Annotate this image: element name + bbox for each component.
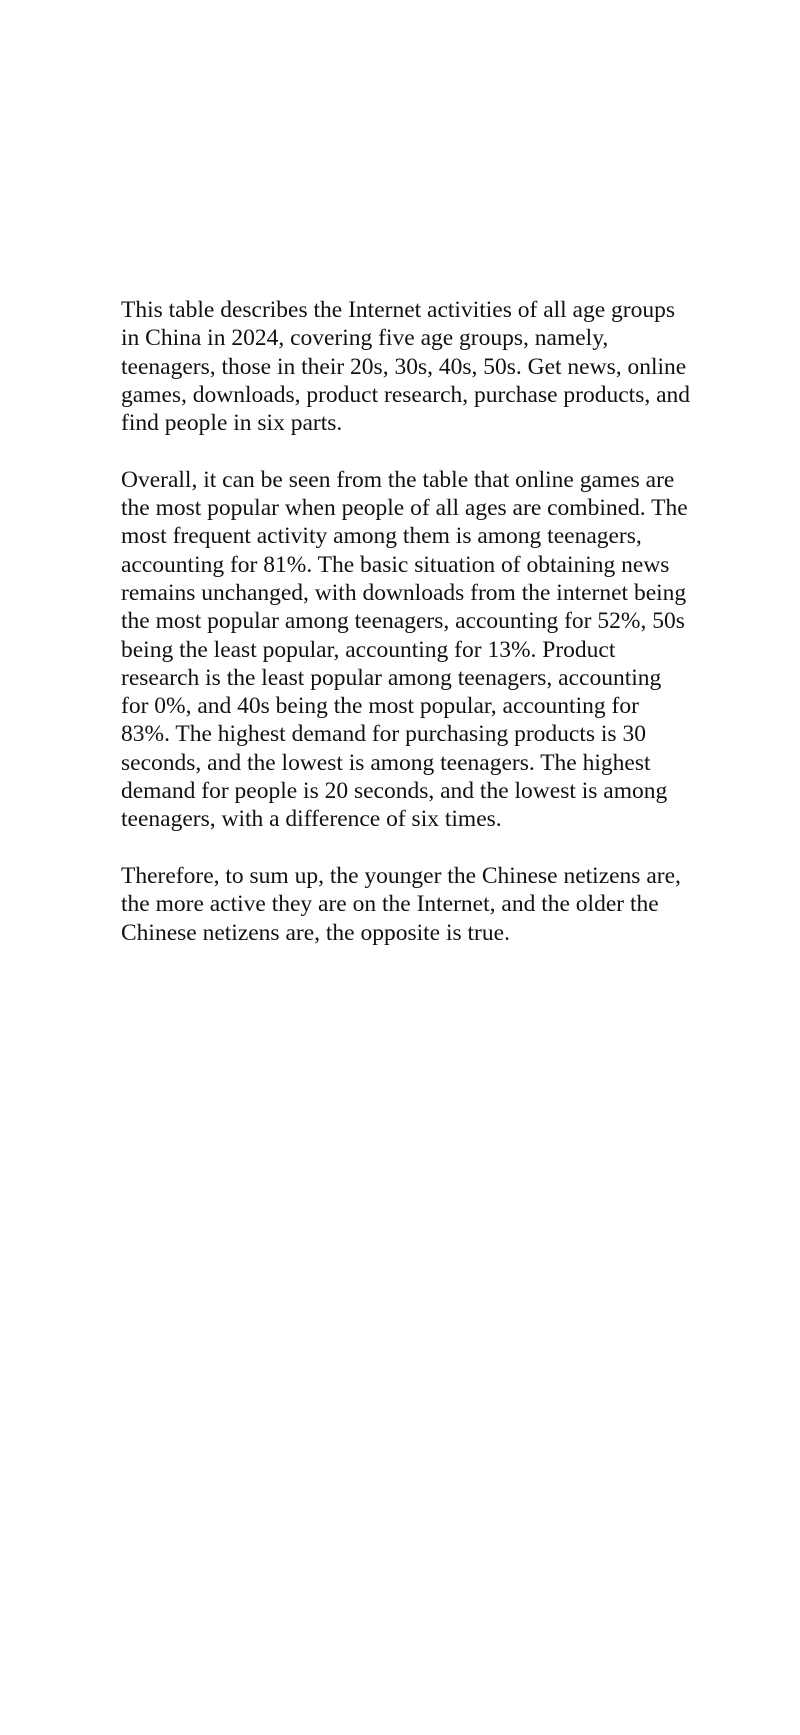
paragraph-conclusion: Therefore, to sum up, the younger the Chinese netizens are, the more active they are on the Internet, and the older the Chinese netizens are, the opposite is true.	[121, 862, 681, 946]
document-body	[121, 296, 691, 947]
paragraph-overview: Overall, it can be seen from the table that online games are the most popular when people of all ages are combined. The most frequent activity among them is among teenagers, accounting for 81%. The basic situation of obtaining news remains unchanged, with downloads from the internet being the most popular among teenagers, accounting for 52%, 50s being the least popular, accounting for 13%. Product research is the least popular among teenagers, accounting for 0%, and 40s being the most popular, accounting for 83%. The highest demand for purchasing products is 30 seconds, and the lowest is among teenagers. The highest demand for people is 20 seconds, and the lowest is among teenagers, with a difference of six times.	[121, 466, 688, 833]
paragraph-intro: This table describes the Internet activities of all age groups in China in 2024, covering five age groups, namely, teenagers, those in their 20s, 30s, 40s, 50s. Get news, online games, downloads, product research, purchase products, and find people in six parts.	[121, 297, 691, 437]
